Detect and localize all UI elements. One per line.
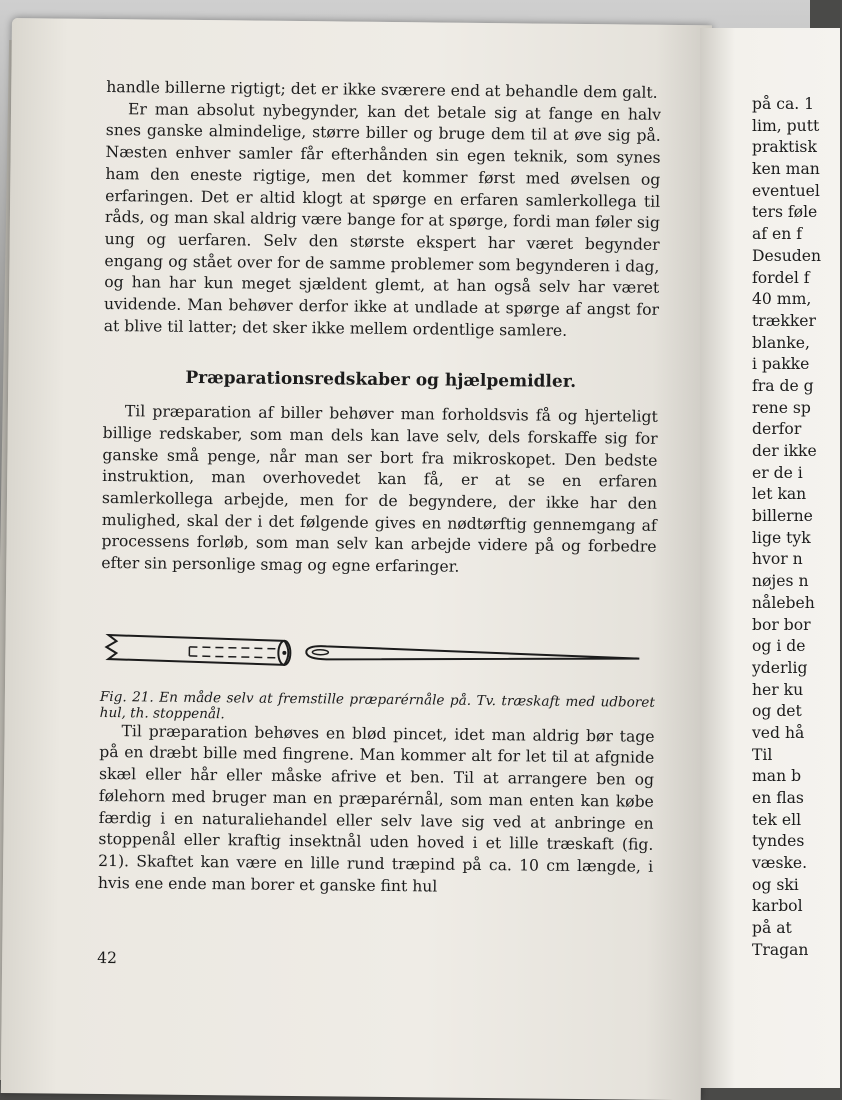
right-page-line: i pakke bbox=[752, 354, 842, 376]
right-page-line: på ca. 1 bbox=[752, 94, 842, 116]
hole-outline-top bbox=[189, 647, 279, 649]
right-page-line: på at bbox=[752, 918, 842, 940]
right-page-line: lim, putt bbox=[752, 116, 842, 138]
needle-eye bbox=[312, 649, 328, 654]
right-page-line: blanke, bbox=[752, 333, 842, 355]
drilled-hole bbox=[282, 651, 286, 655]
right-page-line: praktisk bbox=[752, 137, 842, 159]
right-page-text bbox=[752, 94, 842, 962]
left-page-content bbox=[98, 77, 662, 900]
right-page-line: hvor n bbox=[752, 549, 842, 571]
figure-caption: Fig. 21. En måde selv at fremstille præparérnåle på. Tv. træskaft med udboret hul, th. stoppenål. bbox=[100, 689, 655, 727]
right-page-line: tek ell bbox=[752, 810, 842, 832]
right-page-line: er de i bbox=[752, 463, 842, 485]
right-page-line: her ku bbox=[752, 680, 842, 702]
right-page-line: nøjes n bbox=[752, 571, 842, 593]
right-page-line: Tragan bbox=[752, 940, 842, 962]
paragraph-beginner: Er man absolut nybegynder, kan det betale sig at fange en halv snes ganske almindelige, større biller og bruge dem til at øve sig på. Næsten enhver samler får efterhånden sin egen teknik, som synes ham den eneste rigtige, men det kommer først med øvelsen og erfaringen. Det er altid klogt at spørge en erfaren samlerkollega til råds, og man skal aldrig være bange for at spørge, fordi man føler sig ung og uerfaren. Selv den største ekspert har været begynder engang og stået over for de samme problemer som begynderen i dag, og han har kun meget sjældent glemt, at han også selv har været uvidende. Man behøver derfor ikke at undlade at spørge af angst for at blive til latter; det sker ikke mellem ordentlige samlere. bbox=[104, 99, 661, 344]
right-page-line: eventuel bbox=[752, 181, 842, 203]
right-page-line: trækker bbox=[752, 311, 842, 333]
right-page-line: derfor bbox=[752, 419, 842, 441]
page-number: 42 bbox=[97, 949, 117, 967]
right-page-line: og ski bbox=[752, 875, 842, 897]
right-page-line: ken man bbox=[752, 159, 842, 181]
right-page-line: rene sp bbox=[752, 398, 842, 420]
right-page-line: karbol bbox=[752, 896, 842, 918]
right-page-line: fordel f bbox=[752, 268, 842, 290]
right-page-line: Desuden bbox=[752, 246, 842, 268]
right-page-line: fra de g bbox=[752, 376, 842, 398]
right-page-line: ters føle bbox=[752, 202, 842, 224]
right-page-line: nålebeh bbox=[752, 593, 842, 615]
right-page-line: en flas bbox=[752, 788, 842, 810]
wooden-handle-shape bbox=[106, 635, 288, 665]
right-page-line: væske. bbox=[752, 853, 842, 875]
right-page-line: tyndes bbox=[752, 831, 842, 853]
right-page-line: bor bor bbox=[752, 615, 842, 637]
right-page-line: Til bbox=[752, 745, 842, 767]
section-heading: Præparationsredskaber og hjælpemidler. bbox=[103, 367, 658, 395]
darning-needle-shape bbox=[306, 646, 639, 663]
right-page-line: og det bbox=[752, 701, 842, 723]
right-page-line: ved hå bbox=[752, 723, 842, 745]
right-page-line: og i de bbox=[752, 636, 842, 658]
right-page-line: man b bbox=[752, 766, 842, 788]
needle-drawing bbox=[94, 613, 655, 689]
right-page-line: lige tyk bbox=[752, 528, 842, 550]
figure-21-needle-illustration bbox=[94, 613, 656, 689]
right-page-line: billerne bbox=[752, 506, 842, 528]
left-page bbox=[1, 18, 712, 1100]
paragraph-preparation: Til præparation behøves en blød pincet, idet man aldrig bør tage på en dræbt bille med fingrene. Man kommer alt for let til at afgnide skæl eller hår eller måske afrive et ben. Til at arrangere ben og følehorn med bruger man en præparérnål, som man enten kan købe færdig i en naturaliehandel eller selv lave sig ved at anbringe en stoppenål eller kraftig insektnål uden hoved i et lille træskaft (fig. 21). Skaftet kan være en lille rund træpind på ca. 10 cm længde, i hvis ene ende man borer et ganske fint hul bbox=[98, 721, 655, 900]
paragraph-intro: handle billerne rigtigt; det er ikke sværere end at behandle dem galt. bbox=[106, 77, 661, 105]
right-page-line: let kan bbox=[752, 484, 842, 506]
hole-outline-bottom bbox=[189, 656, 279, 658]
right-page-line: 40 mm, bbox=[752, 289, 842, 311]
right-page-line: af en f bbox=[752, 224, 842, 246]
right-page-line: der ikke bbox=[752, 441, 842, 463]
right-page-line: yderlig bbox=[752, 658, 842, 680]
paragraph-tools: Til præparation af biller behøver man forholdsvis få og hjerteligt billige redskaber, som man dels kan lave selv, dels forskaffe sig for ganske små penge, når man ser bort fra mikroskopet. Den bedste instruktion, man overhovedet kan få, er at se en erfaren samlerkollega arbejde, men for de begyndere, der ikke har den mulighed, skal der i det følgende gives en nødtørftig gennemgang af processens forløb, som man selv kan arbejde videre på og forbedre efter sin personlige smag og egne erfaringer. bbox=[101, 401, 658, 580]
right-page bbox=[700, 28, 840, 1088]
